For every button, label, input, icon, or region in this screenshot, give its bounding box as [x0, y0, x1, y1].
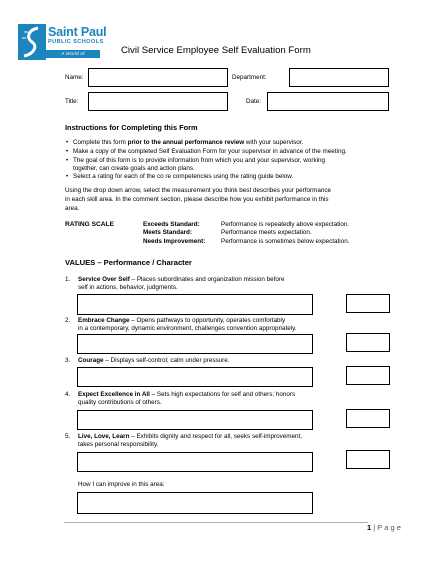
value-description: – Places subordinates and organization mission before	[129, 276, 285, 283]
footer-divider	[64, 522, 368, 523]
value-title: Courage	[78, 357, 104, 364]
value-item-line	[78, 357, 230, 365]
value-number: 3.	[65, 357, 71, 364]
instruction-item	[73, 139, 303, 147]
value-item-line	[78, 391, 295, 399]
value-title: Live, Love, Learn	[78, 433, 130, 440]
rating-dropdown-service-over-self[interactable]	[346, 294, 390, 313]
comment-box-service-over-self[interactable]	[77, 294, 313, 315]
value-number: 4.	[65, 391, 71, 398]
form-title: Civil Service Employee Self Evaluation Form	[121, 45, 311, 56]
instruction-emphasis: prior to the annual performance review	[127, 139, 245, 146]
rating-term: Meets Standard:	[143, 229, 192, 236]
page-label: | P a g e	[371, 523, 401, 532]
instruction-item: The goal of this form is to provide information from which you and your supervisor, working	[73, 157, 325, 164]
instructions-heading: Instructions for Completing this Form	[65, 123, 198, 132]
logo-subtitle: PUBLIC SCHOOLS	[48, 39, 104, 45]
instructions-paragraph-line: Using the drop down arrow, select the measurement you think best describes your performance	[65, 187, 332, 194]
value-description: – Displays self-control; calm under pressure.	[103, 357, 230, 364]
value-number: 1.	[65, 276, 71, 283]
page-number-value: 1	[367, 523, 372, 532]
rating-dropdown-embrace-change[interactable]	[346, 333, 390, 352]
value-description-continued: self in actions, behavior, judgments.	[78, 284, 178, 291]
values-heading: VALUES – Performance / Character	[65, 258, 192, 267]
instruction-text: Complete this form	[73, 139, 128, 146]
rating-dropdown-live-love-learn[interactable]	[346, 450, 390, 469]
instructions-paragraph-line: area.	[65, 205, 80, 212]
rating-dropdown-courage[interactable]	[346, 366, 390, 385]
rating-description: Performance meets expectation.	[221, 229, 312, 236]
rating-scale-label: RATING SCALE	[65, 221, 114, 228]
value-description-continued: takes personal responsibility.	[78, 441, 159, 448]
comment-box-expect-excellence[interactable]	[77, 410, 313, 430]
logo-tagline: A World of Opportunities	[46, 50, 100, 58]
value-title: Expect Excellence in All	[78, 391, 150, 398]
instruction-text: with your supervisor.	[244, 139, 304, 146]
instructions-paragraph-line: in each skill area. In the comment section, please describe how you exhibit performance in this	[65, 196, 329, 203]
name-field[interactable]	[88, 68, 228, 87]
department-label: Department:	[232, 74, 267, 81]
rating-dropdown-expect-excellence[interactable]	[346, 409, 390, 428]
instruction-item-continued: together, can create goals and action plans.	[73, 165, 195, 172]
value-number: 2.	[65, 317, 71, 324]
page-number	[367, 523, 401, 532]
value-item-line	[78, 317, 285, 325]
rating-term: Needs Improvement:	[143, 238, 206, 245]
bullet-icon: •	[66, 148, 69, 155]
department-field[interactable]	[289, 68, 389, 87]
value-item-line	[78, 276, 285, 284]
date-field[interactable]	[267, 92, 389, 111]
bullet-icon: •	[66, 139, 69, 146]
title-field[interactable]	[88, 92, 228, 111]
instruction-item: Make a copy of the completed Self Evaluation Form for your supervisor in advance of the meeting.	[73, 148, 347, 155]
value-description-continued: quality contributions of others.	[78, 399, 162, 406]
value-description: – Exhibits dignity and respect for all, seeks self-improvement,	[129, 433, 302, 440]
value-description-continued: in a contemporary, dynamic environment, challenges convention appropriately.	[78, 325, 297, 332]
value-title: Embrace Change	[78, 317, 130, 324]
date-label: Date:	[246, 98, 262, 105]
value-description: – Sets high expectations for self and others; honors	[149, 391, 296, 398]
comment-box-embrace-change[interactable]	[77, 334, 313, 354]
rating-description: Performance is sometimes below expectation.	[221, 238, 350, 245]
value-item-line	[78, 433, 302, 441]
logo-name: Saint Paul	[48, 25, 107, 39]
bullet-icon: •	[66, 157, 69, 164]
improve-label: How I can improve in this area:	[78, 481, 165, 488]
value-title: Service Over Self	[78, 276, 130, 283]
value-number: 5.	[65, 433, 71, 440]
title-label: Title:	[65, 98, 79, 105]
name-label: Name:	[65, 74, 84, 81]
comment-box-live-love-learn[interactable]	[77, 452, 313, 472]
value-description: – Opens pathways to opportunity, operates comfortably	[129, 317, 286, 324]
comment-box-courage[interactable]	[77, 367, 313, 387]
saint-paul-logo-mark-icon	[18, 24, 46, 60]
rating-description: Performance is repeatedly above expectation.	[221, 221, 350, 228]
rating-term: Exceeds Standard:	[143, 221, 200, 228]
instruction-item: Select a rating for each of the co re competencies using the rating guide below.	[73, 173, 294, 180]
bullet-icon: •	[66, 173, 69, 180]
improve-comment-box[interactable]	[77, 492, 313, 514]
